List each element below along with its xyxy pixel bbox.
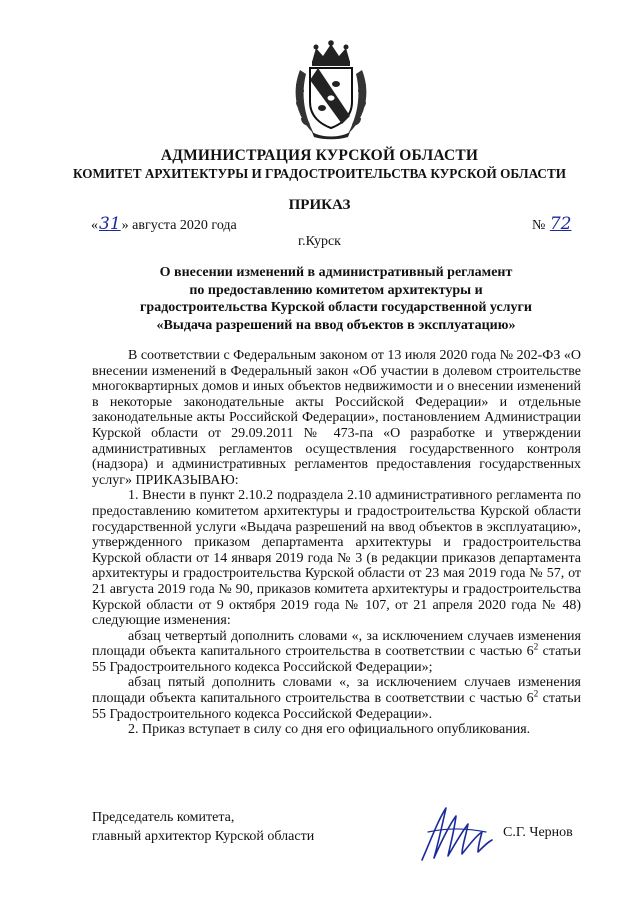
number-label: № xyxy=(532,218,549,233)
date-day-handwritten: 31 xyxy=(99,214,121,234)
body-preamble: В соответствии с Федеральным законом от 13 июля 2020 года № 202-ФЗ «О внесении изменений в Федеральный закон «Об участии в долевом строительстве многоквартирных домов и иных объектов недвижимости и о внесении изменений в некоторые законодательные акты Российской Федерации» и отдельные законодательные акты Российской Федерации», постановлением Администрации Курской области от 29.09.2011 № 473-па «О разработке и утверждении административных регламентов осуществления государственного контроля (надзора) и административных регламентов предоставления государственных услуг» ПРИКАЗЫВАЮ: xyxy=(92,348,581,488)
header-organization: АДМИНИСТРАЦИЯ КУРСКОЙ ОБЛАСТИ xyxy=(160,147,479,164)
title-line: градостроительства Курской области государственной услуги xyxy=(140,300,532,315)
document-date xyxy=(91,214,237,234)
position-line: главный архитектор Курской области xyxy=(92,829,315,844)
document-city: г.Курск xyxy=(298,234,341,249)
position-line: Председатель комитета, xyxy=(92,810,235,825)
amendment-4-superscript: 2 xyxy=(533,641,539,652)
amendment-4-text-end: статьи 55 Градостроительного кодекса Российской Федерации»; xyxy=(92,644,582,675)
amendment-5-superscript: 2 xyxy=(533,688,539,699)
body-clause-2: 2. Приказ вступает в силу со дня его официального опубликования. xyxy=(128,722,531,738)
signatory-position xyxy=(92,808,314,846)
document-number xyxy=(532,214,573,234)
amendment-5-text-end: статьи 55 Градостроительного кодекса Российской Федерации». xyxy=(92,691,582,722)
document-kind: ПРИКАЗ xyxy=(288,197,351,213)
date-quote-open: « xyxy=(91,218,98,233)
title-line: О внесении изменений в административный регламент xyxy=(159,265,513,280)
body-amendment-4 xyxy=(92,629,581,676)
body-amendment-5 xyxy=(92,675,581,722)
document-title xyxy=(100,264,572,334)
signatory-name: С.Г. Чернов xyxy=(503,825,573,840)
date-month-year: августа 2020 года xyxy=(128,218,237,233)
body-clause-1: 1. Внести в пункт 2.10.2 подраздела 2.10 административного регламента по предоставлению комитетом архитектуры и градостроительства Курской области государственной услуги «Выдача разрешений на ввод объектов в эксплуатацию», утвержденного приказом департамента архитектуры и градостроительства Курской области от 14 января 2019 года № 3 (в редакции приказов департамента архитектуры и градостроительства Курской области от 23 мая 2019 года № 57, от 21 августа 2019 года № 90, приказов комитета архитектуры и градостроительства Курской области от 9 октября 2019 года № 107, от 21 апреля 2020 года № 48) следующие изменения: xyxy=(92,488,581,629)
coat-of-arms-emblem xyxy=(290,40,372,140)
title-line: по предоставлению комитетом архитектуры и xyxy=(189,282,483,298)
amendment-4-text: абзац четвертый дополнить словами «, за исключением случаев изменения площади объекта капитального строительства в соответствии с частью 6 xyxy=(92,628,581,660)
number-handwritten: 72 xyxy=(549,214,572,234)
date-quote-close: » xyxy=(121,218,129,233)
handwritten-signature xyxy=(416,802,496,866)
header-committee: КОМИТЕТ АРХИТЕКТУРЫ И ГРАДОСТРОИТЕЛЬСТВА КУРСКОЙ ОБЛАСТИ xyxy=(72,166,567,181)
amendment-5-text: абзац пятый дополнить словами «, за исключением случаев изменения площади объекта капитального строительства в соответствии с частью 6 xyxy=(92,675,581,707)
title-line: «Выдача разрешений на ввод объектов в эксплуатацию» xyxy=(156,317,516,333)
document-body xyxy=(92,348,581,738)
